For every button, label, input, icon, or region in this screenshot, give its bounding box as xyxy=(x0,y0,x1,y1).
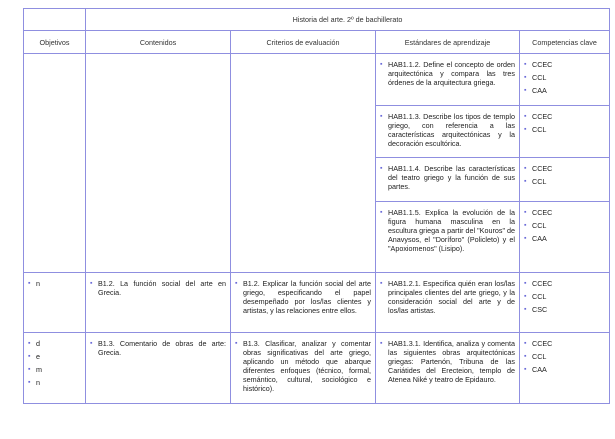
table-title: Historia del arte. 2º de bachillerato xyxy=(86,9,610,31)
estandar-cell xyxy=(376,106,520,158)
objetivo-item: ▪ n xyxy=(28,378,81,391)
objetivo-item: ▪ m xyxy=(28,365,81,378)
criterios-cell xyxy=(231,333,376,404)
objetivos-cell xyxy=(24,333,86,404)
estandar-text: ▪ HAB1.3.1. Identifica, analiza y comenta las siguientes obras arquitectónicas griegas: Partenón, Tribuna de las Cariátides del Erecteion, templo de Atenea Niké y teatro de Epidauro. xyxy=(380,339,515,384)
objetivo-item: ▪ e xyxy=(28,352,81,365)
competencia-item: ▪ CCL xyxy=(524,221,605,234)
estandar-text: ▪ HAB1.2.1. Especifica quién eran los/las principales clientes del arte griego, y la consideración social del arte y de los/las artistas. xyxy=(380,279,515,315)
competencia-item: ▪ CCL xyxy=(524,73,605,86)
competencia-item: ▪ CSC xyxy=(524,305,605,318)
competencia-item: ▪ CCL xyxy=(524,177,605,190)
competencia-item: ▪ CCL xyxy=(524,125,605,138)
competencia-item: ▪ CCL xyxy=(524,292,605,305)
criterios-cell-empty xyxy=(231,54,376,273)
contenidos-cell-empty xyxy=(86,54,231,273)
competencia-item: ▪ CCEC xyxy=(524,164,605,177)
header-estandares: Estándares de aprendizaje xyxy=(376,31,520,54)
contenido-text: ▪ B1.3. Comentario de obras de arte: Grecia. xyxy=(90,339,226,357)
curriculum-table xyxy=(23,8,610,404)
header-objetivos: Objetivos xyxy=(24,31,86,54)
estandar-text: ▪ HAB1.1.3. Describe los tipos de templo griego, con referencia a las características arquitectónicas y la decoración escultórica. xyxy=(380,112,515,148)
header-contenidos: Contenidos xyxy=(86,31,231,54)
header-competencias: Competencias clave xyxy=(520,31,610,54)
contenido-text: ▪ B1.2. La función social del arte en Grecia. xyxy=(90,279,226,297)
competencias-cell xyxy=(520,333,610,404)
estandar-text: ▪ HAB1.1.2. Define el concepto de orden arquitectónica y compara las tres órdenes de la arquitectura griega. xyxy=(380,60,515,87)
competencia-item: ▪ CCL xyxy=(524,352,605,365)
estandar-cell xyxy=(376,273,520,333)
competencia-item: ▪ CAA xyxy=(524,86,605,99)
competencia-item: ▪ CCEC xyxy=(524,208,605,221)
competencia-item: ▪ CCEC xyxy=(524,339,605,352)
competencia-item: ▪ CCEC xyxy=(524,279,605,292)
competencia-item: ▪ CCEC xyxy=(524,112,605,125)
criterio-text: ▪ B1.3. Clasificar, analizar y comentar obras significativas del arte griego, aplicando un método que abarque diferentes enfoques (técnico, formal, semántico, cultural, sociológico e histórico). xyxy=(235,339,371,393)
objetivo-item: ▪ n xyxy=(28,279,81,292)
contenidos-cell xyxy=(86,333,231,404)
estandar-cell xyxy=(376,202,520,273)
competencia-item: ▪ CAA xyxy=(524,365,605,378)
criterios-cell xyxy=(231,273,376,333)
competencia-item: ▪ CCEC xyxy=(524,60,605,73)
criterio-text: ▪ B1.2. Explicar la función social del arte griego, especificando el papel desempeñado por los/las clientes y artistas, y las relaciones entre ellos. xyxy=(235,279,371,315)
estandar-cell xyxy=(376,333,520,404)
competencias-cell xyxy=(520,54,610,106)
header-criterios: Criterios de evaluación xyxy=(231,31,376,54)
empty-corner-cell xyxy=(24,9,86,31)
contenidos-cell xyxy=(86,273,231,333)
competencias-cell xyxy=(520,273,610,333)
estandar-text: ▪ HAB1.1.5. Explica la evolución de la figura humana masculina en la escultura griega a partir del "Kouros" de Anavysos, el "Doríforo" (Policleto) y el "Apoxiomenos" (Lisipo). xyxy=(380,208,515,253)
competencia-item: ▪ CAA xyxy=(524,234,605,247)
estandar-cell xyxy=(376,158,520,202)
estandar-text: ▪ HAB1.1.4. Describe las características del teatro griego y la función de sus partes. xyxy=(380,164,515,191)
competencias-cell xyxy=(520,158,610,202)
objetivos-cell xyxy=(24,273,86,333)
competencias-cell xyxy=(520,202,610,273)
objetivos-cell-empty xyxy=(24,54,86,273)
estandar-cell xyxy=(376,54,520,106)
competencias-cell xyxy=(520,106,610,158)
objetivo-item: ▪ d xyxy=(28,339,81,352)
